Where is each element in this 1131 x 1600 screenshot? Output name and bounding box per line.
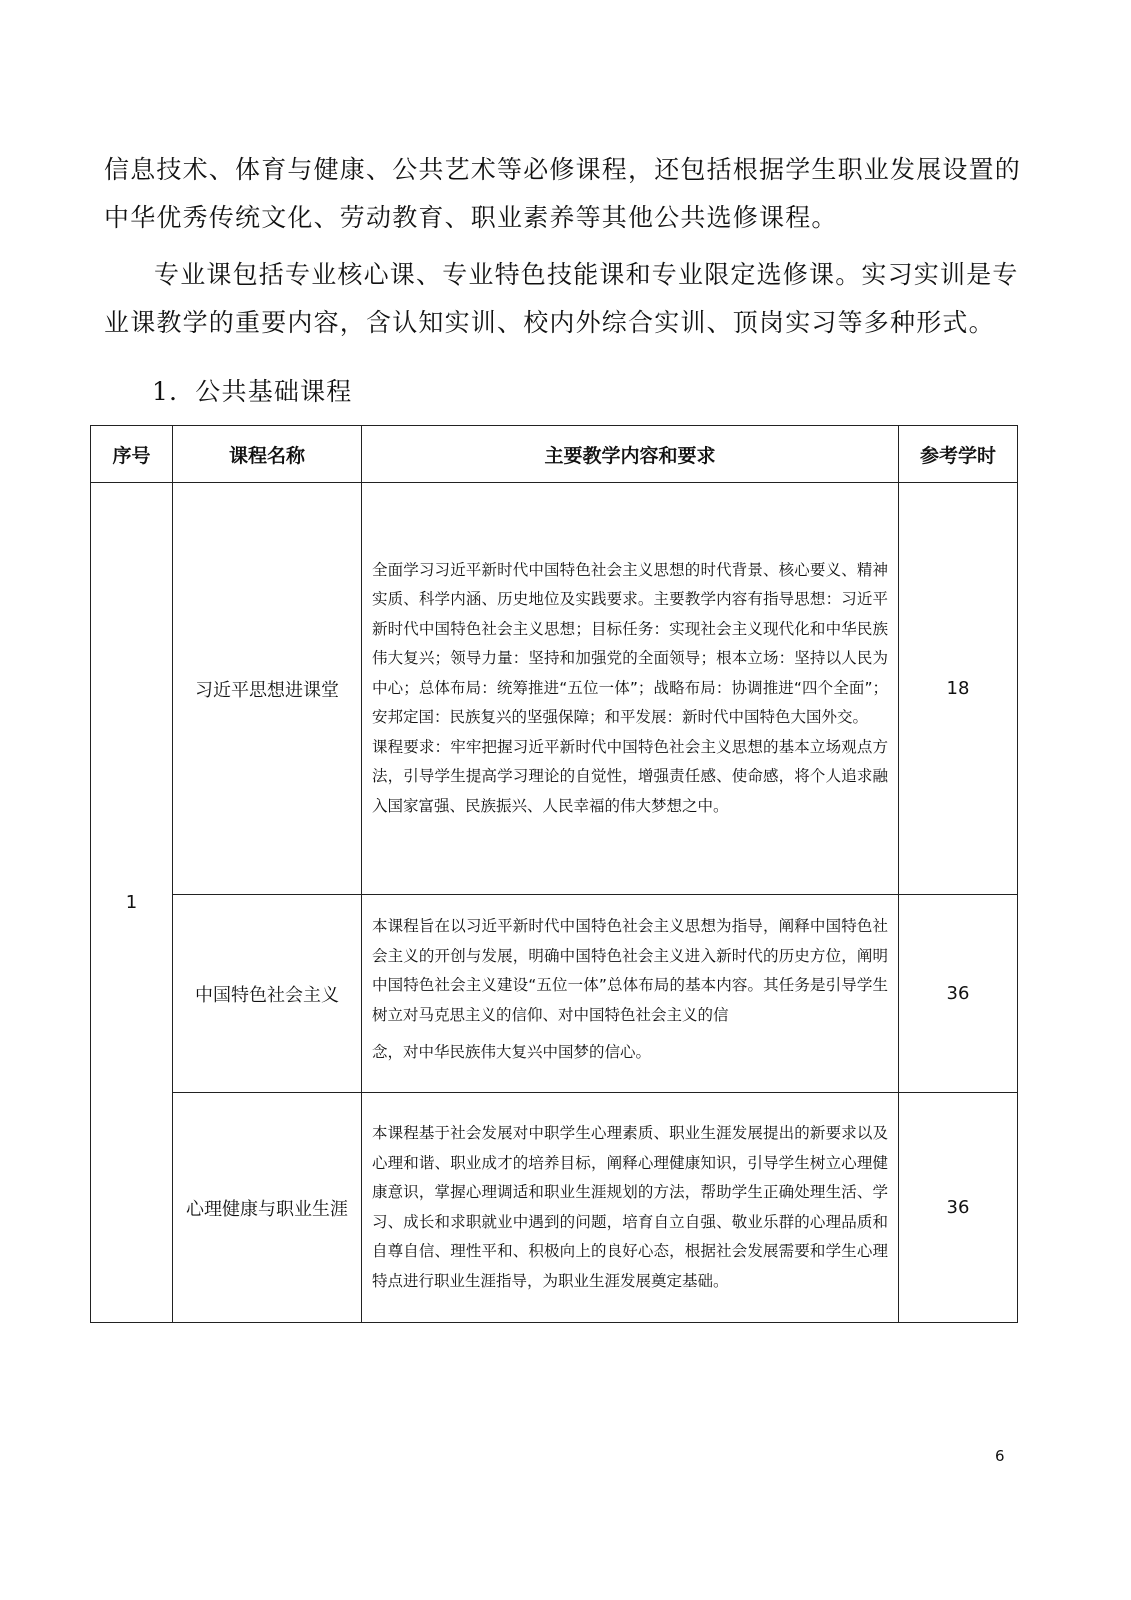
course-hours-cell: 36 [899, 1093, 1018, 1323]
course-name-cell: 中国特色社会主义 [173, 895, 362, 1093]
group-number-cell: 1 [91, 483, 173, 1323]
course-content-text-tail: 念，对中华民族伟大复兴中国梦的信心。 [372, 1043, 652, 1061]
course-content-cell [362, 483, 899, 895]
table-row [91, 895, 1018, 1093]
header-number: 序号 [91, 426, 173, 483]
course-content-text: 全面学习习近平新时代中国特色社会主义思想的时代背景、核心要义、精神实质、科学内涵、历史地位及实践要求。主要教学内容有指导思想：习近平新时代中国特色社会主义思想；目标任务：实现社会主义现代化和中华民族伟大复兴；领导力量：坚持和加强党的全面领导；根本立场：坚持以人民为中心；总体布局：统筹推进“五位一体”；战略布局：协调推进“四个全面”；安邦定国：民族复兴的坚强保障；和平发展：新时代中国特色大国外交。 [372, 560, 888, 727]
table-row [91, 483, 1018, 895]
course-content-text: 本课程基于社会发展对中职学生心理素质、职业生涯发展提出的新要求以及心理和谐、职业成才的培养目标，阐释心理健康知识，引导学生树立心理健康意识，掌握心理调适和职业生涯规划的方法，帮助学生正确处理生活、学习、成长和求职就业中遇到的问题，培育自立自强、敬业乐群的心理品质和自尊自信、理性平和、积极向上的良好心态，根据社会发展需要和学生心理特点进行职业生涯指导，为职业生涯发展奠定基础。 [372, 1124, 888, 1290]
body-paragraph: 信息技术、体育与健康、公共艺术等必修课程，还包括根据学生职业发展设置的中华优秀传统文化、劳动教育、职业素养等其他公共选修课程。 [104, 155, 1022, 232]
course-content-cell [362, 895, 899, 1093]
header-course-name: 课程名称 [173, 426, 362, 483]
course-hours-cell: 18 [899, 483, 1018, 895]
header-hours: 参考学时 [899, 426, 1018, 483]
course-requirement-text: 课程要求：牢牢把握习近平新时代中国特色社会主义思想的基本立场观点方法，引导学生提高学习理论的自觉性，增强责任感、使命感，将个人追求融入国家富强、民族振兴、人民幸福的伟大梦想之中。 [372, 737, 888, 815]
body-paragraph: 专业课包括专业核心课、专业特色技能课和专业限定选修课。实习实训是专业课教学的重要内容，含认知实训、校内外综合实训、顶岗实习等多种形式。 [104, 260, 1019, 337]
page-number: 6 [995, 1447, 1005, 1465]
section-heading: 1．公共基础课程 [152, 377, 353, 406]
course-content-cell [362, 1093, 899, 1323]
table-header-row [91, 426, 1018, 483]
course-name-cell: 心理健康与职业生涯 [173, 1093, 362, 1323]
header-content: 主要教学内容和要求 [362, 426, 899, 483]
course-content-text: 本课程旨在以习近平新时代中国特色社会主义思想为指导，阐释中国特色社会主义的开创与发展，明确中国特色社会主义进入新时代的历史方位，阐明中国特色社会主义建设“五位一体”总体布局的基本内容。其任务是引导学生树立对马克思主义的信仰、对中国特色社会主义的信 [372, 917, 888, 1024]
table-row [91, 1093, 1018, 1323]
course-name-cell: 习近平思想进课堂 [173, 483, 362, 895]
course-hours-cell: 36 [899, 895, 1018, 1093]
course-table [90, 425, 1018, 1323]
